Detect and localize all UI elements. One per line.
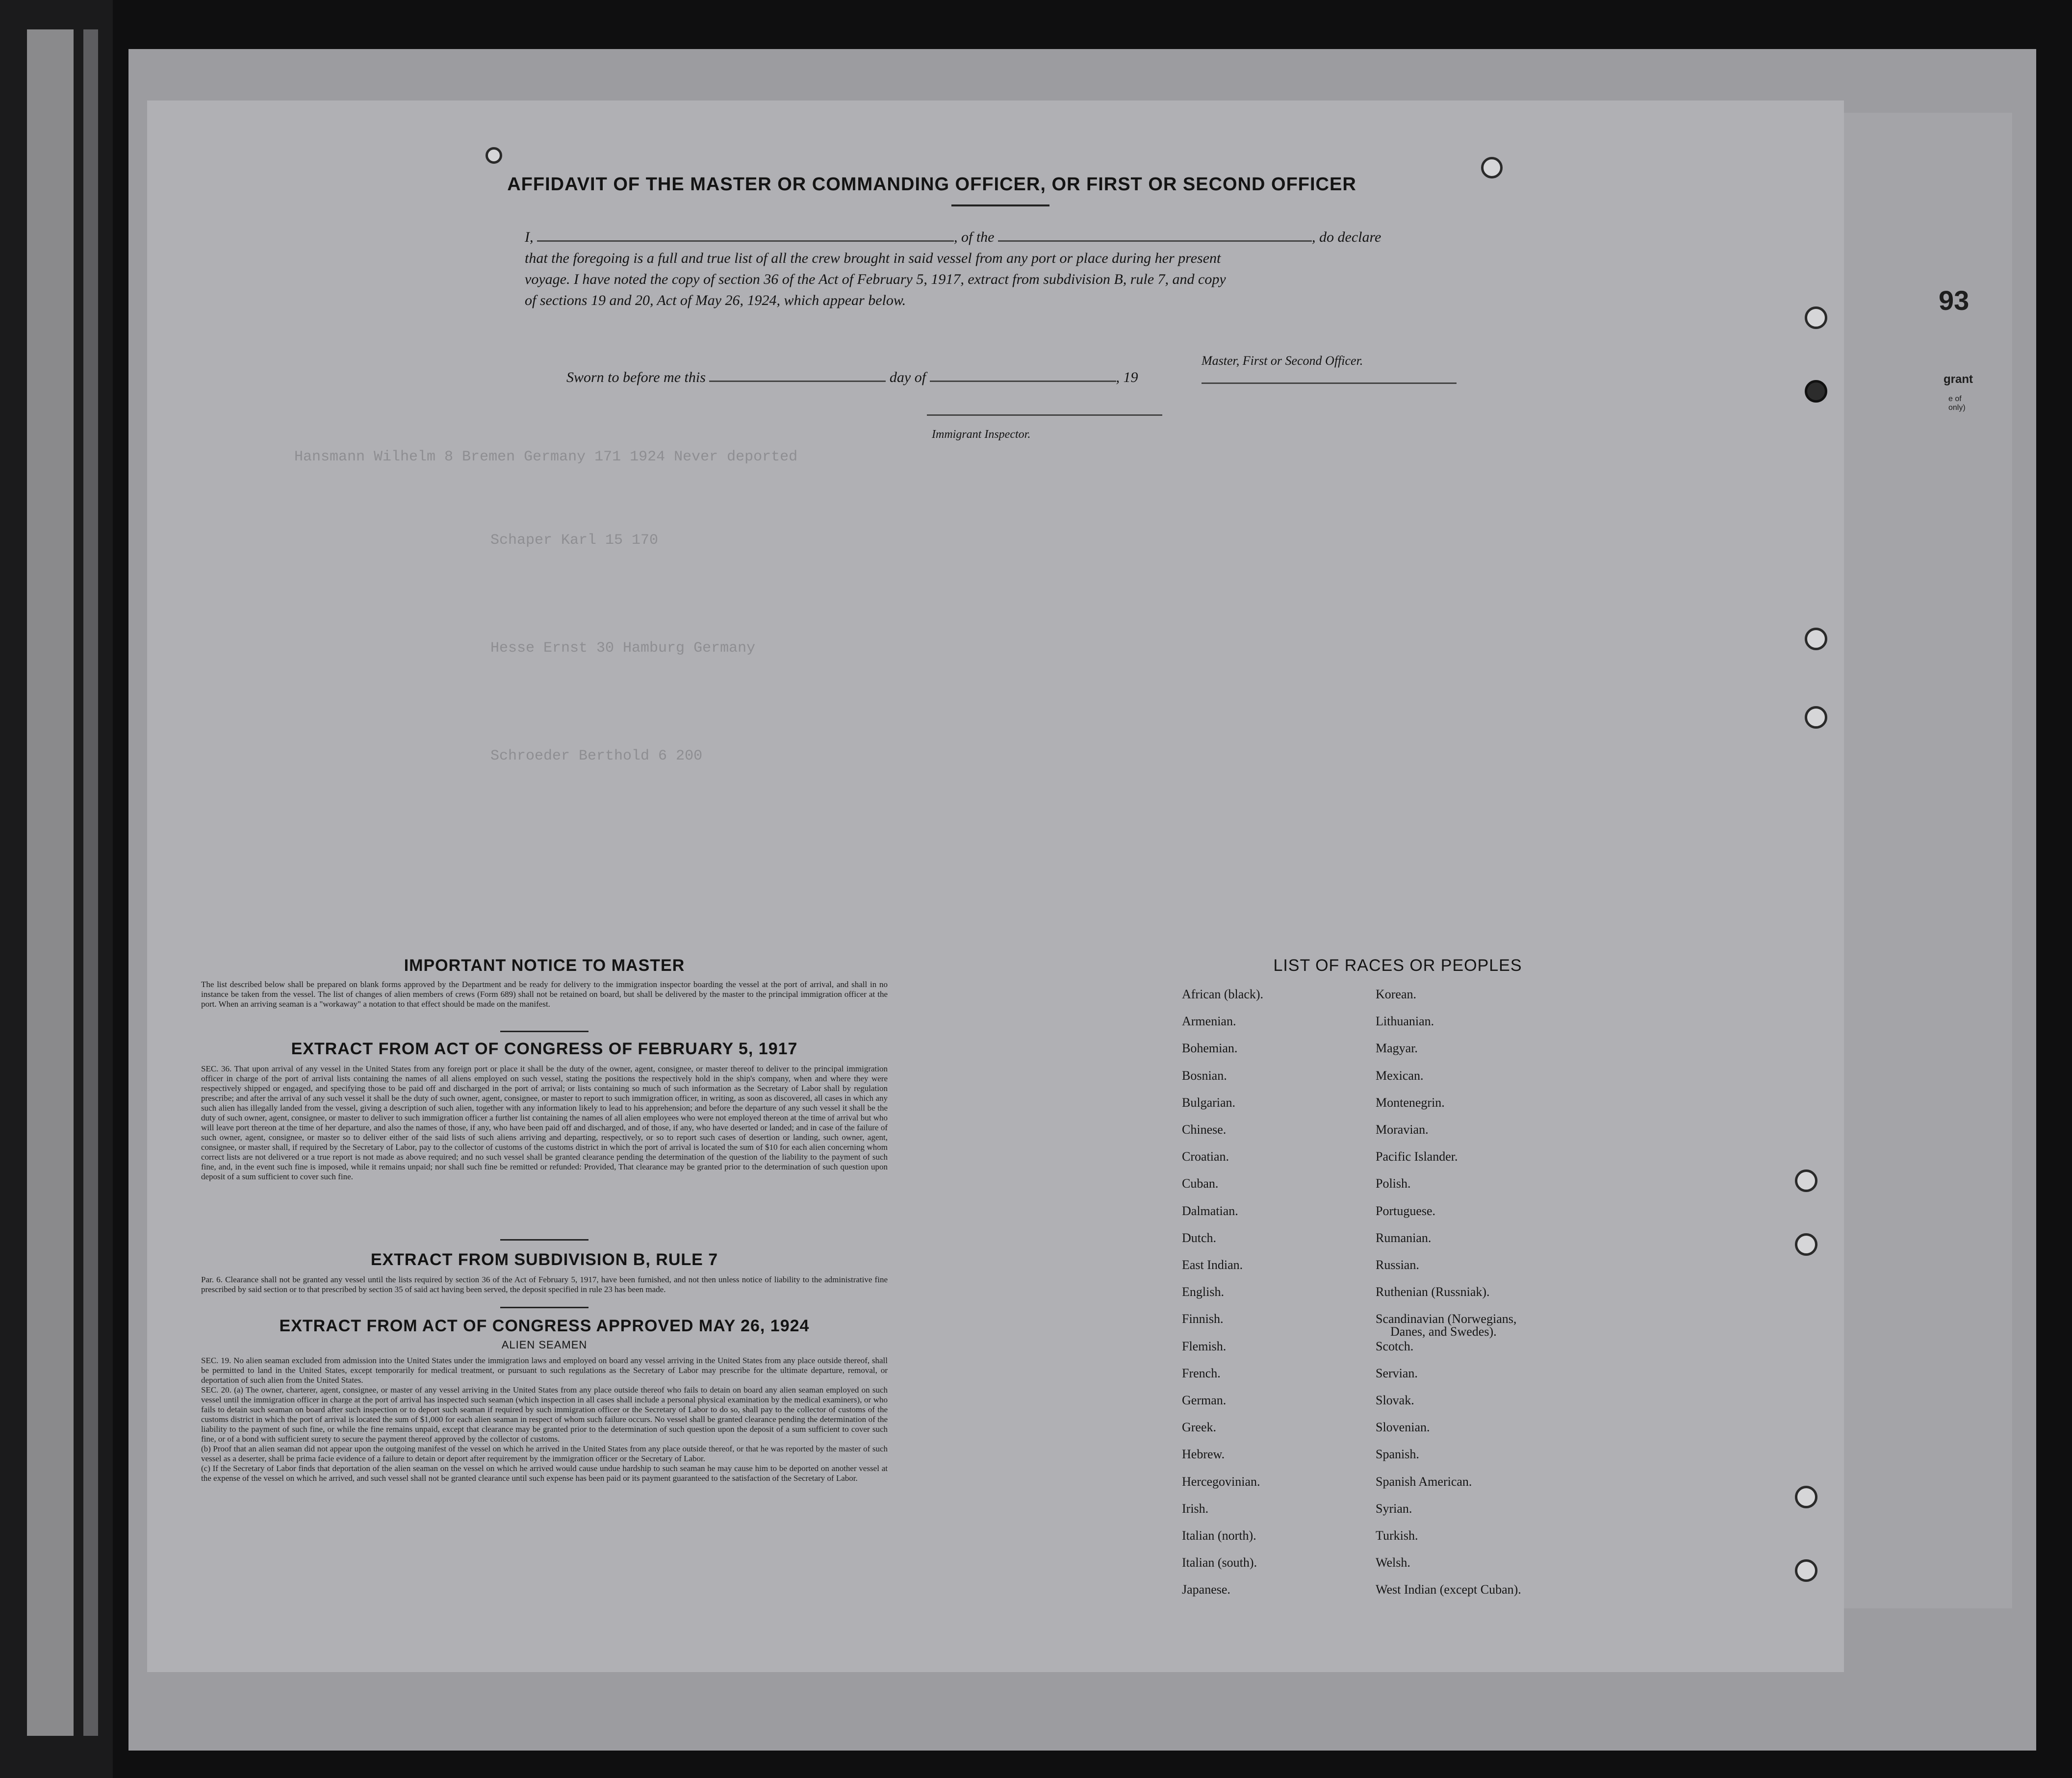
inspector-label: Immigrant Inspector. xyxy=(932,428,1031,441)
race-list-item: Slovak. xyxy=(1376,1393,1414,1407)
race-list-item: Mexican. xyxy=(1376,1068,1424,1083)
declaration-i: I, xyxy=(525,229,534,245)
binder-page-stack xyxy=(27,29,74,1736)
sec20a-text: SEC. 20. (a) The owner, charterer, agent, consignee, or master of any vessel arriving in the United States from any place outside thereof who fails to detain on board any alien seaman employed on such vessel until the immigration officer in charge at the port of arrival has inspected such seaman (which inspection in all cases shall include a personal physical examination by the medical examiners), or who fails to detain such seaman on board after such inspection or to deport such seaman if required by such immigration officer or the Secretary of Labor to do so, shall pay to the collector of customs of the customs district in which the port of arrival is located the sum of $1,000 for each alien seaman in respect of whom such failure occurs. No vessel shall be granted clearance pending the determination of the liability to the payment of such fine, or while the fine remains unpaid, except that clearance may be granted prior to the determination of such question upon the deposit of a sum sufficient to cover such fine, or of a bond with sufficient surety to secure the payment thereof approved by the collector of customs. xyxy=(201,1385,888,1444)
affidavit-declaration-line2: that the foregoing is a full and true list of all the crew brought in said vessel from any port or place during her present xyxy=(525,250,1221,266)
declaration-do-declare: , do declare xyxy=(1312,229,1381,245)
race-list-item: Hercegovinian. xyxy=(1182,1474,1260,1489)
race-list-item: Servian. xyxy=(1376,1366,1418,1380)
race-list-item: African (black). xyxy=(1182,987,1264,1001)
race-list-item: English. xyxy=(1182,1285,1224,1299)
sheet-number: 93 xyxy=(1939,285,1970,316)
subdivision-b-body: Par. 6. Clearance shall not be granted any vessel until the lists required by section 36 of the Act of February 5, 1917, have been furnished, and not then unless notice of liability to the administrative fine prescribed by said section or to that prescribed by section 35 of said act having been served, the deposit specified in rule 23 has been made. xyxy=(201,1275,888,1294)
race-list-item: Portuguese. xyxy=(1376,1203,1436,1218)
punch-hole xyxy=(1805,380,1827,403)
sworn-label: Sworn to before me this xyxy=(566,369,706,385)
bleed-through-text: Hansmann Wilhelm 8 Bremen Germany 171 1924 Never deported xyxy=(294,449,798,465)
extract-1924-title: EXTRACT FROM ACT OF CONGRESS APPROVED MAY 26, 1924 xyxy=(279,1317,810,1335)
vessel-name-field[interactable] xyxy=(998,240,1312,242)
race-list-item: Magyar. xyxy=(1376,1041,1418,1056)
affidavit-declaration-line3: voyage. I have noted the copy of section 36 of the Act of February 5, 1917, extract from subdivision B, rule 7, and copy xyxy=(525,271,1226,287)
affidavit-page xyxy=(147,101,1844,1672)
punch-hole xyxy=(1795,1486,1817,1508)
affidavit-title: AFFIDAVIT OF THE MASTER OR COMMANDING OFFICER, OR FIRST OR SECOND OFFICER xyxy=(507,174,1356,195)
bleed-through-text: Schaper Karl 15 170 xyxy=(490,532,659,549)
punch-hole xyxy=(1805,706,1827,729)
extract-1917-title: EXTRACT FROM ACT OF CONGRESS OF FEBRUARY 5, 1917 xyxy=(291,1040,798,1058)
binder-edge xyxy=(0,0,113,1778)
subdivision-b-title: EXTRACT FROM SUBDIVISION B, RULE 7 xyxy=(370,1250,718,1269)
race-list-item: Dutch. xyxy=(1182,1230,1217,1245)
punch-hole xyxy=(1805,306,1827,329)
notice-title: IMPORTANT NOTICE TO MASTER xyxy=(404,956,685,975)
affidavit-declaration-line4: of sections 19 and 20, Act of May 26, 1924, which appear below. xyxy=(525,292,906,308)
race-list-item: Italian (south). xyxy=(1182,1555,1257,1570)
inspector-signature-field[interactable] xyxy=(927,414,1162,416)
races-left-column xyxy=(1182,987,1378,1674)
race-list-item: West Indian (except Cuban). xyxy=(1376,1582,1521,1597)
race-list-item: Moravian. xyxy=(1376,1122,1429,1137)
race-list-item: Danes, and Swedes). xyxy=(1390,1324,1497,1339)
extract-1924-body xyxy=(201,1356,888,1483)
title-underline xyxy=(951,204,1049,206)
race-list-item: Irish. xyxy=(1182,1501,1209,1516)
race-list-item: Flemish. xyxy=(1182,1339,1227,1353)
race-list-item: Lithuanian. xyxy=(1376,1014,1434,1029)
race-list-item: Rumanian. xyxy=(1376,1230,1432,1245)
race-list-item: Russian. xyxy=(1376,1258,1419,1272)
master-signature-field[interactable] xyxy=(1202,382,1457,384)
race-list-item: Italian (north). xyxy=(1182,1528,1256,1543)
race-list-item: Hebrew. xyxy=(1182,1447,1225,1462)
race-list-item: Pacific Islander. xyxy=(1376,1149,1458,1164)
year-label: , 19 xyxy=(1116,369,1138,385)
race-list-item: East Indian. xyxy=(1182,1258,1243,1272)
bleed-through-text: Hesse Ernst 30 Hamburg Germany xyxy=(490,640,756,657)
sec20c-text: (c) If the Secretary of Labor finds that deportation of the alien seaman on the vessel on which he arrived would cause undue hardship to such seaman he may cause him to be deported on another vessel at the expense of the vessel on which he arrived, and such vessel shall not be granted clearance until such expense has been paid or its payment guaranteed to the satisfaction of the Secretary of Labor. xyxy=(201,1464,888,1483)
punch-hole xyxy=(1795,1233,1817,1256)
race-list-item: Japanese. xyxy=(1182,1582,1230,1597)
bleed-through-text: Schroeder Berthold 6 200 xyxy=(490,748,703,764)
section-divider xyxy=(500,1307,588,1308)
race-list-item: Syrian. xyxy=(1376,1501,1412,1516)
races-title: LIST OF RACES OR PEOPLES xyxy=(1273,956,1522,975)
race-list-item: Croatian. xyxy=(1182,1149,1229,1164)
race-list-item: Polish. xyxy=(1376,1176,1411,1191)
race-list-item: Bosnian. xyxy=(1182,1068,1227,1083)
sheet-column-label: grant xyxy=(1944,373,1973,386)
race-list-item: Finnish. xyxy=(1182,1312,1224,1326)
officer-name-field[interactable] xyxy=(537,240,954,242)
race-list-item: Scotch. xyxy=(1376,1339,1414,1353)
binder-page-edge xyxy=(83,29,98,1736)
declaration-of-the: , of the xyxy=(954,229,995,245)
race-list-item: Welsh. xyxy=(1376,1555,1410,1570)
race-list-item: Montenegrin. xyxy=(1376,1095,1445,1110)
punch-hole xyxy=(1795,1169,1817,1192)
notice-body: The list described below shall be prepared on blank forms approved by the Department and be ready for delivery to the immigration inspector boarding the vessel at the port of arrival, and shall in no instance be taken from the vessel. The list of changes of alien members of crews (Form 689) shall not be retained on board, but shall be delivered by the master to the principal immigration officer at the port. When an arriving seaman is a "workaway" a notation to that effect should be made on the manifest. xyxy=(201,980,888,1009)
sec20b-text: (b) Proof that an alien seaman did not appear upon the outgoing manifest of the vessel on which he arrived in the United States from any place outside thereof, or that he was reported by the master of such vessel as a deserter, shall be prima facie evidence of a failure to detain or deport after requirement by the immigration officer or the Secretary of Labor. xyxy=(201,1444,888,1463)
race-list-item: Spanish. xyxy=(1376,1447,1419,1462)
race-list-item: Armenian. xyxy=(1182,1014,1236,1029)
race-list-item: Bulgarian. xyxy=(1182,1095,1236,1110)
race-list-item: French. xyxy=(1182,1366,1221,1380)
punch-hole xyxy=(486,147,502,164)
race-list-item: Greek. xyxy=(1182,1420,1217,1435)
race-list-item: Bohemian. xyxy=(1182,1041,1238,1056)
race-list-item: Turkish. xyxy=(1376,1528,1418,1543)
extract-1917-body: SEC. 36. That upon arrival of any vessel in the United States from any foreign port or place it shall be the duty of the owner, agent, consignee, or master thereof to deliver to the principal immigration officer in charge of the port of arrival lists containing the names of all aliens employed on such vessel, stating the positions the respectively hold in the ship's company, when and where they were respectively shipped or engaged, and specifying those to be paid off and discharged in the port of arrival; or lists containing so much of such information as the Secretary of Labor shall by regulation prescribe; and after the arrival of any such vessel it shall be the duty of such owner, agent, consignee, or master to report to such immigration officer, in writing, as soon as discovered, all cases in which any such alien has illegally landed from the vessel, giving a description of such alien, together with any information likely to lead to his apprehension; and before the departure of any such vessel it shall be the duty of such owner, agent, consignee, or master to deliver to such immigration officer a further list containing the names of all alien employees who were not employed thereon at the time of arrival but who will leave port thereon at the time of her departure, and also the names of those, if any, who have been paid off and discharged, and of those, if any, who have deserted or landed; and in case of the failure of such owner, agent, consignee, or master so to deliver either of the said lists of such aliens arriving and departing, respectively, or so to report such cases of desertion or landing, such owner, agent, consignee, or master shall, if required by the Secretary of Labor, pay to the collector of customs of the customs district in which the port of arrival is located the sum of $10 for each alien concerning whom correct lists are not delivered or a true report is not made as above required; and no such vessel shall be granted clearance pending the determination of the question of the liability to the payment of such fine, and, in the event such fine is imposed, while it remains unpaid; nor shall such fine be remitted or refunded: Provided, That clearance may be granted prior to the determination of such question upon deposit of a sum sufficient to cover such fine. xyxy=(201,1064,888,1181)
race-list-item: Slovenian. xyxy=(1376,1420,1430,1435)
affidavit-declaration-line1 xyxy=(525,229,1623,246)
race-list-item: Cuban. xyxy=(1182,1176,1219,1191)
alien-seamen-subtitle: ALIEN SEAMEN xyxy=(501,1339,588,1351)
sheet-column-sub: e of only) xyxy=(1948,395,1966,412)
race-list-item: German. xyxy=(1182,1393,1227,1407)
race-list-item: Ruthenian (Russniak). xyxy=(1376,1285,1490,1299)
race-list-item: Dalmatian. xyxy=(1182,1203,1238,1218)
race-list-item: Spanish American. xyxy=(1376,1474,1472,1489)
race-list-item: Chinese. xyxy=(1182,1122,1227,1137)
section-divider xyxy=(500,1031,588,1032)
race-list-item: Scandinavian (Norwegians, xyxy=(1376,1312,1517,1326)
sec19-text: SEC. 19. No alien seaman excluded from admission into the United States under the immigration laws and employed on board any vessel arriving in the United States from any place outside thereof, shall be permitted to land in the United States, except temporarily for medical treatment, or pursuant to such regulations as the Secretary of Labor may prescribe for the ultimate departure, removal, or deportation of such alien from the United States. xyxy=(201,1356,888,1385)
races-right-column xyxy=(1376,987,1621,1674)
master-signature-label: Master, First or Second Officer. xyxy=(1202,354,1363,368)
punch-hole xyxy=(1805,628,1827,650)
punch-hole xyxy=(1795,1559,1817,1582)
race-list-item: Korean. xyxy=(1376,987,1417,1001)
sworn-day-field[interactable] xyxy=(709,381,886,382)
underlying-sheet-right xyxy=(1815,113,2012,1608)
sworn-month-field[interactable] xyxy=(930,381,1116,382)
day-of-label: day of xyxy=(889,369,926,385)
section-divider xyxy=(500,1239,588,1241)
